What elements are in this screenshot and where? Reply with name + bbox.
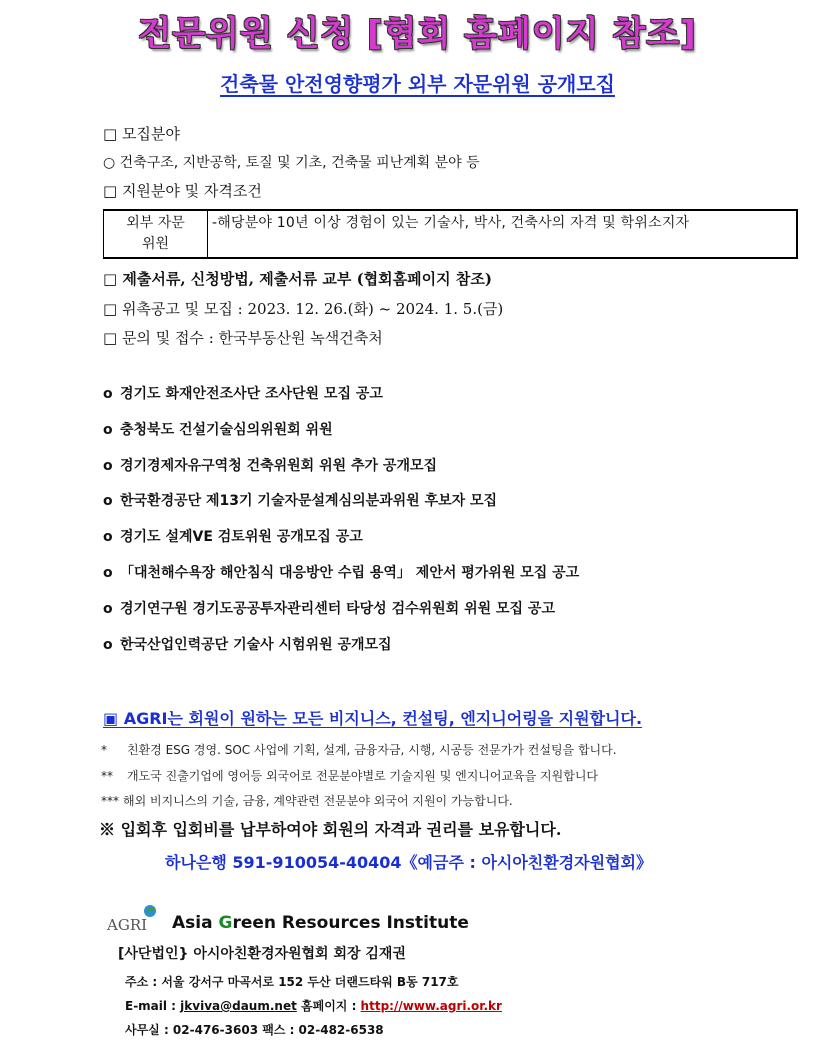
table-row [104,210,798,258]
notice-item[interactable] [103,455,437,475]
note-mark: *** [101,794,119,808]
agri-support-line: ▣ AGRI는 회원이 원하는 모든 비지니스, 컨설팅, 엔지니어링을 지원합니다. [103,709,643,728]
membership-warning: ※ 입회후 입회비를 납부하여야 회원의 자격과 권리를 보유합니다. [99,820,562,839]
notice-bullet: o [103,565,113,581]
homepage-link[interactable]: http://www.agri.or.kr [360,999,502,1013]
homepage-label: 홈페이지 : [296,999,361,1013]
org-contact [125,997,502,1014]
field-heading: □ 모집분야 [103,125,180,143]
inquiry-value: : 한국부동산원 녹색건축처 [203,329,383,347]
note-mark: * [101,743,107,757]
agri-logo-icon [105,903,161,935]
notice-bullet: o [103,529,113,545]
qualification-key [104,210,208,258]
notice-text: 「대천해수욕장 해안침식 대응방안 수립 용역」 제안서 평가위원 모집 공고 [120,565,580,581]
notice-text: 한국산업인력공단 기술사 시험위원 공개모집 [120,637,392,653]
org-name-en-a: Asia [172,913,219,933]
notice-text: 경기경제자유구역청 건축위원회 위원 추가 공개모집 [120,458,438,474]
notice-text: 충청북도 건설기술심의위원회 위원 [120,422,333,438]
org-name-korean: [사단법인} 아시아친환경자원협회 회장 김재권 [118,946,406,962]
qualification-heading: □ 지원분야 및 자격조건 [103,182,262,200]
qualification-value: -해당분야 10년 이상 경험이 있는 기술사, 박사, 건축사의 자격 및 학위소지자 [208,210,798,258]
logo-text: AGRI [107,916,148,934]
note-text: 해외 비지니스의 기술, 금융, 계약관련 전문분야 외국어 지원이 가능합니다. [123,794,513,808]
qualification-key-line2: 위원 [141,236,170,252]
org-name-en-g: G [218,913,233,933]
notice-text: 경기연구원 경기도공공투자관리센터 타당성 검수위원회 위원 모집 공고 [120,601,555,617]
notice-item[interactable] [103,562,579,582]
inquiry-line [103,327,383,348]
email-link[interactable]: jkviva@daum.net [180,999,297,1013]
notice-bullet: o [103,601,113,617]
note-mark: ** [101,769,113,783]
note-item [101,767,598,784]
qualification-table [103,209,798,259]
org-name-en-b: reen Resources Institute [232,913,469,933]
email-label: E-mail : [125,999,181,1013]
page-subtitle: 건축물 안전영향평가 외부 자문위원 공개모집 [220,72,615,96]
notice-bullet: o [103,637,113,653]
notice-bullet: o [103,493,113,509]
field-detail: ○ 건축구조, 지반공학, 토질 및 기초, 건축물 피난계획 분야 등 [103,155,480,171]
notice-item[interactable] [103,598,555,618]
notice-item[interactable] [103,526,363,546]
period-line: □ 위촉공고 및 모집 : 2023. 12. 26.(화) ~ 2024. 1. 5.(금) [103,300,504,318]
org-phone: 사무실 : 02-476-3603 팩스 : 02-482-6538 [125,1023,384,1037]
notice-item[interactable] [103,634,392,654]
notice-item[interactable] [103,490,497,510]
notice-text: 한국환경공단 제13기 기술자문설계심의분과위원 후보자 모집 [120,493,498,509]
org-name-english [172,913,469,933]
notice-bullet: o [103,386,113,402]
bank-account: 하나은행 591-910054-40404《예금주 : 아시아친환경자원협회》 [165,853,653,872]
org-address: 주소 : 서울 강서구 마곡서로 152 두산 더랜드타워 B동 717호 [125,975,459,989]
banner-title: 전문위원 신청 [협회 홈페이지 참조] [138,14,697,54]
documents-line: □ 제출서류, 신청방법, 제출서류 교부 (협회홈페이지 참조) [103,270,492,288]
note-item [101,792,513,809]
note-item [101,741,617,758]
notice-item[interactable] [103,383,383,403]
qualification-key-line1: 외부 자문 [126,215,185,231]
note-text: 친환경 ESG 경영. SOC 사업에 기획, 설계, 금융자금, 시행, 시공등 전문가가 컨설팅을 합니다. [127,743,617,757]
inquiry-label: □ 문의 및 접수 [103,329,204,347]
notice-text: 경기도 화재안전조사단 조사단원 모집 공고 [120,386,383,402]
notice-item[interactable] [103,419,333,439]
note-text: 개도국 진출기업에 영어등 외국어로 전문분야별로 기술지원 및 엔지니어교육을 지원합니다 [127,769,599,783]
notice-bullet: o [103,458,113,474]
notice-text: 경기도 설계VE 검토위원 공개모집 공고 [120,529,363,545]
notice-bullet: o [103,422,113,438]
